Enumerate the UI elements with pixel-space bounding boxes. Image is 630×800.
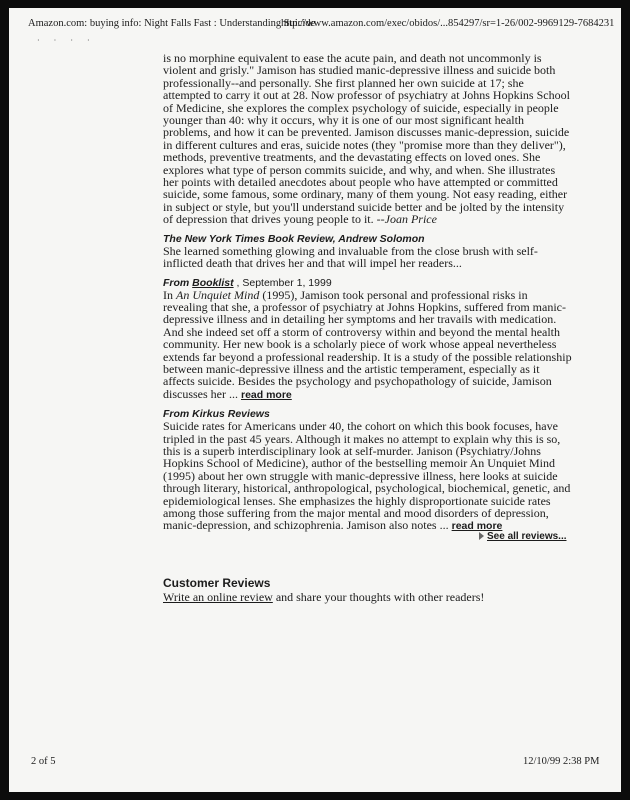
page-number: 2 of 5 (31, 756, 56, 767)
see-all-reviews-link[interactable]: See all reviews... (487, 531, 567, 542)
booklist-read-more-link[interactable]: read more (241, 388, 292, 401)
nyt-review-text: She learned something glowing and invaluable from the close brush with self-inflicted death that drives her and that will impel her readers... (163, 243, 538, 271)
amazon-review-body: is no morphine equivalent to ease the acute pain, and death not uncommonly is violent and grisly." Jamison has studied manic-depressive illness and suicide both professionally--and personally. She first planned her own suicide at 17; she attempted to carry it out at 28. Now professor of psychiatry at Johns Hopkins School of Medicine, she explores the complex psychology of suicide, especially in people younger than 40: why it occurs, why it is one of our most significant health problems, and how it can be prevented. Jamison discusses manic-depression, suicide in different cultures and eras, suicide notes (they "promise more than they deliver"), methods, preventive treatments, and the devastating effects on loved ones. She explores what type of person commits suicide, and why, and when. She illustrates her points with detailed anecdotes about people who have attempted or committed suicide, some famous, some ordinary, many of them young. Not easy reading, either in subject or style, but you'll understand suicide better and be jolted by the intensity of depression that drives young people to it. (163, 51, 570, 227)
customer-reviews-line (163, 590, 583, 604)
kirkus-review-text (163, 420, 573, 533)
print-datetime: 12/10/99 2:38 PM (523, 756, 600, 767)
booklist-date: , September 1, 1999 (233, 276, 332, 289)
review-signature: --Joan Price (376, 212, 437, 227)
see-all-reviews[interactable] (479, 531, 567, 542)
customer-reviews-text: and share your thoughts with other readers! (272, 590, 485, 604)
kirkus-read-more-link[interactable]: read more (451, 520, 503, 533)
write-review-link[interactable]: Write an online review (163, 590, 273, 604)
arrow-right-icon (479, 532, 484, 540)
kirkus-body: Suicide rates for Americans under 40, the cohort on which this book focuses, have tripled in the past 45 years. Although it makes no attempt to explain why this is so, this is a superb interdisciplinary look at self-murder. Janison (Psychiatry/Johns Hopkins School of Medicine), author of the bestselling memoir An Unquiet Mind (1995) about her own struggle with manic-depressive illness, here looks at suicide through literary, historical, anthropological, psychological, biochemical, genetic, and epidemiological lenses. She emphasizes the highly disproportionate suicide rates among those suffering from the major mental and mood disorders of depression, manic-depression, and schizophrenia. Jamison also notes ... (163, 419, 571, 533)
booklist-review-text (163, 289, 573, 402)
booklist-source-link[interactable]: Booklist (192, 276, 234, 289)
booklist-book-title: An Unquiet Mind (176, 287, 260, 302)
nyt-review-heading: The New York Times Book Review, Andrew Solomon (163, 232, 425, 245)
scan-specks: · · · · (37, 36, 96, 45)
kirkus-review-heading: From Kirkus Reviews (163, 408, 270, 421)
booklist-body: (1995), Jamison took personal and professional risks in revealing that she, a professor of psychiatry at Johns Hopkins, suffered from manic-depressive illness and in detailing her symptoms and her travails with medication. And she indeed set off a storm of controversy within and beyond the mental health community. Her new book is a scholarly piece of work whose appeal nevertheless extends far beyond a professional readership. It is a study of the possible relationship between manic-depressive illness and the artistic temperament, especially as it affects suicide. Besides the psychology and psychopathology of suicide, Jamison discusses her ... (163, 287, 572, 401)
header-url: http://www.amazon.com/exec/obidos/...854297/sr=1-26/002-9969129-7684231 (281, 18, 615, 29)
customer-reviews-heading: Customer Reviews (163, 576, 271, 590)
customer-reviews-section (163, 577, 583, 604)
booklist-text-prefix: In (163, 287, 176, 302)
booklist-from: From (163, 276, 193, 289)
header-page-title: Amazon.com: buying info: Night Falls Fast : Understanding Suicide (28, 18, 316, 29)
reviews-content (163, 52, 573, 533)
amazon-review-text (163, 52, 573, 226)
printed-page (9, 8, 621, 792)
